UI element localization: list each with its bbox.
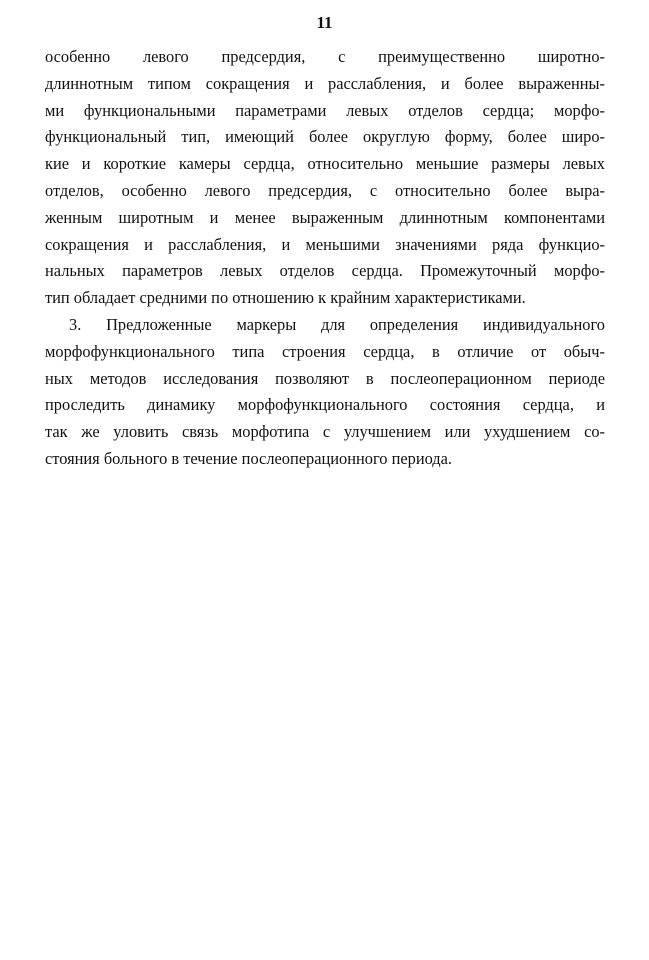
page-number: 11 <box>316 13 333 32</box>
text-line: так же уловить связь морфотипа с улучшением или ухудшением со- <box>45 422 605 442</box>
text-line: стояния больного в течение послеоперационного периода. <box>45 448 453 468</box>
body-text <box>45 44 605 473</box>
text-line: женным широтным и менее выраженным длиннотным компонентами <box>45 207 605 227</box>
text-line: ми функциональными параметрами левых отделов сердца; морфо- <box>45 100 605 120</box>
text-line: ных методов исследования позволяют в послеоперационном периоде <box>45 368 605 388</box>
text-line: морфофункционального типа строения сердца, в отличие от обыч- <box>45 341 605 361</box>
text-line: 3. Предложенные маркеры для определения индивидуального <box>69 314 605 334</box>
text-line: нальных параметров левых отделов сердца. Промежуточный морфо- <box>45 261 605 281</box>
text-line: особенно левого предсердия, с преимущественно широтно- <box>45 47 605 66</box>
text-line: кие и короткие камеры сердца, относительно меньшие размеры левых <box>45 154 605 174</box>
text-line: сокращения и расслабления, и меньшими значениями ряда функцио- <box>45 234 605 254</box>
text-line: функциональный тип, имеющий более округлую форму, более широ- <box>45 127 605 147</box>
text-line: длиннотным типом сокращения и расслабления, и более выраженны- <box>45 73 605 93</box>
text-line: тип обладает средними по отношению к крайним характеристиками. <box>45 288 526 308</box>
text-line: проследить динамику морфофункционального состояния сердца, и <box>45 395 605 415</box>
text-line: отделов, особенно левого предсердия, с относительно более выра- <box>45 180 605 200</box>
